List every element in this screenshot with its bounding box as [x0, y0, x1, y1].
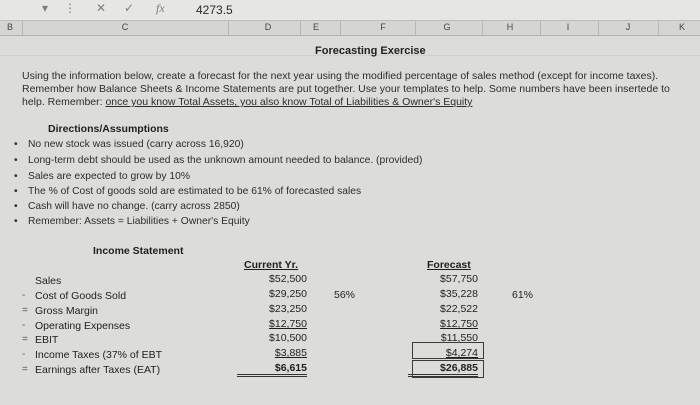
current-sales-cell[interactable]: $52,500: [269, 273, 307, 285]
list-item[interactable]: [14, 155, 422, 166]
current-income-taxes-cell[interactable]: $3,885: [274, 347, 307, 359]
row-label-gross-margin[interactable]: Gross Margin: [35, 305, 99, 317]
column-divider[interactable]: [300, 21, 301, 35]
forecast-cogs-percent-cell[interactable]: 61%: [512, 289, 534, 301]
operator-sign: =: [22, 305, 28, 316]
function-icon[interactable]: fx: [156, 1, 165, 15]
directions-heading[interactable]: Directions/Assumptions: [48, 123, 169, 135]
column-divider[interactable]: [598, 21, 599, 35]
spreadsheet-grid[interactable]: [0, 36, 700, 405]
list-item[interactable]: [14, 186, 361, 197]
operator-sign: -: [22, 349, 26, 360]
bullet-text: No new stock was issued (carry across 16,920): [28, 139, 244, 150]
selected-cell-outline: [412, 342, 484, 359]
column-header-i[interactable]: I: [566, 22, 570, 32]
operator-sign: =: [22, 334, 28, 345]
forecast-eat-cell[interactable]: $26,885: [408, 362, 478, 377]
current-eat-cell[interactable]: $6,615: [237, 362, 307, 377]
instructions-reminder: once you know Total Assets, you also know Total of Liabilities & Owner's Equity: [105, 96, 473, 108]
bullet-icon: •: [14, 201, 18, 212]
list-item[interactable]: [14, 171, 190, 182]
current-year-header[interactable]: Current Yr.: [244, 259, 299, 271]
forecast-cogs-cell[interactable]: $35,228: [440, 288, 478, 300]
column-header-j[interactable]: J: [625, 22, 631, 32]
column-divider[interactable]: [340, 21, 341, 35]
forecast-sales-cell[interactable]: $57,750: [440, 273, 478, 285]
row-label-income-taxes[interactable]: Income Taxes (37% of EBT: [35, 349, 163, 361]
row-label-ebit[interactable]: EBIT: [35, 334, 59, 346]
column-header-b[interactable]: B: [6, 22, 14, 32]
forecast-operating-expenses-cell[interactable]: $12,750: [440, 318, 478, 330]
bullet-text: Sales are expected to grow by 10%: [28, 171, 190, 182]
column-header-e[interactable]: E: [312, 22, 320, 32]
row-label-operating-expenses[interactable]: Operating Expenses: [35, 320, 131, 332]
column-header-c[interactable]: C: [121, 22, 129, 32]
bullet-icon: •: [14, 186, 18, 197]
bullet-text: Remember: Assets = Liabilities + Owner's Equity: [28, 216, 250, 227]
column-divider[interactable]: [415, 21, 416, 35]
forecast-header[interactable]: Forecast: [427, 259, 471, 271]
formula-bar: [0, 0, 700, 21]
column-header-k[interactable]: K: [678, 22, 686, 32]
row-label-sales[interactable]: Sales: [35, 275, 62, 287]
current-gross-margin-cell[interactable]: $23,250: [269, 303, 307, 315]
list-item[interactable]: [14, 139, 244, 150]
operator-sign: =: [22, 364, 28, 375]
cancel-icon[interactable]: ✕: [96, 1, 107, 15]
instructions-body: Using the information below, create a forecast for the next year using the modified percentage of sales method (except for income taxes). Remember how Balance Sheets & Income Statements are put together. Use your templates to help. Some numbers have been insertede to help. Remember:: [22, 70, 670, 108]
more-icon[interactable]: ⋮: [64, 1, 76, 15]
current-operating-expenses-cell[interactable]: $12,750: [269, 318, 307, 330]
bullet-icon: •: [14, 155, 18, 166]
forecast-gross-margin-cell[interactable]: $22,522: [440, 303, 478, 315]
bullet-icon: •: [14, 171, 18, 182]
current-cogs-cell[interactable]: $29,250: [269, 288, 307, 300]
column-header-d[interactable]: D: [264, 22, 272, 32]
forecast-income-taxes-cell[interactable]: $4,274: [445, 347, 478, 359]
column-header-g[interactable]: G: [443, 22, 451, 32]
current-ebit-cell[interactable]: $10,500: [269, 332, 307, 344]
column-divider[interactable]: [658, 21, 659, 35]
bullet-icon: •: [14, 216, 18, 227]
formula-input[interactable]: 4273.5: [196, 3, 233, 17]
column-divider[interactable]: [228, 21, 229, 35]
confirm-icon[interactable]: ✓: [124, 1, 135, 15]
forecast-ebit-cell[interactable]: $11,550: [440, 332, 478, 344]
column-divider[interactable]: [482, 21, 483, 35]
cell-outline: [412, 360, 484, 378]
bullet-text: The % of Cost of goods sold are estimated to be 61% of forecasted sales: [28, 186, 362, 197]
sheet-title[interactable]: Forecasting Exercise: [315, 45, 426, 57]
list-item[interactable]: [14, 201, 240, 212]
instructions-text[interactable]: [22, 70, 682, 109]
operator-sign: -: [22, 290, 26, 301]
list-item[interactable]: [14, 216, 250, 227]
bullet-text: Long-term debt should be used as the unknown amount needed to balance. (provided): [28, 155, 423, 166]
column-divider[interactable]: [540, 21, 541, 35]
current-cogs-percent-cell[interactable]: 56%: [334, 289, 356, 301]
operator-sign: -: [22, 320, 26, 331]
row-label-eat[interactable]: Earnings after Taxes (EAT): [35, 364, 161, 376]
column-header-bar: [0, 21, 700, 36]
bullet-icon: •: [14, 139, 18, 150]
bullet-text: Cash will have no change. (carry across 2850): [28, 201, 240, 212]
income-statement-heading[interactable]: Income Statement: [93, 245, 184, 257]
column-header-h[interactable]: H: [506, 22, 514, 32]
row-label-cogs[interactable]: Cost of Goods Sold: [35, 290, 127, 302]
column-header-f[interactable]: F: [380, 22, 386, 32]
dropdown-icon[interactable]: ▾: [42, 1, 49, 15]
column-divider[interactable]: [22, 21, 23, 35]
